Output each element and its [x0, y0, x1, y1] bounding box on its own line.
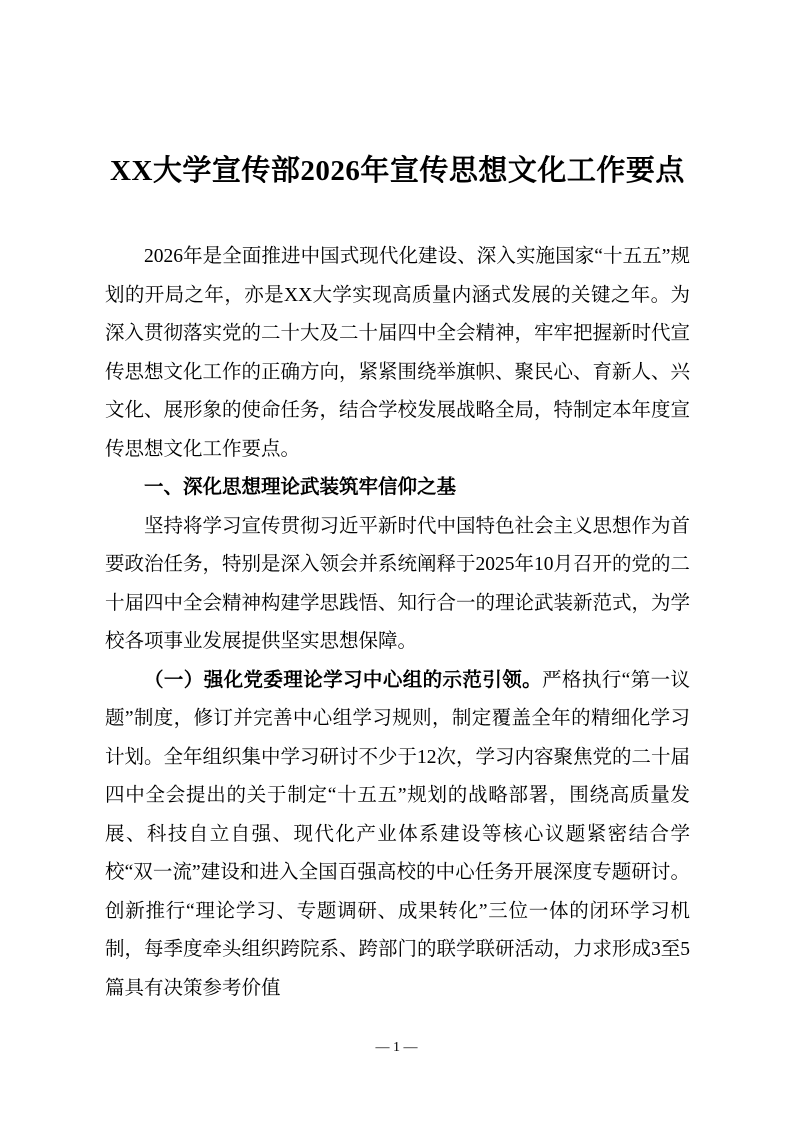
- page-number: — 1 —: [375, 1040, 418, 1055]
- paragraph-item-one-text: 严格执行“第一议题”制度，修订并完善中心组学习规则，制定覆盖全年的精细化学习计划。全年组织集中学习研讨不少于12次，学习内容聚焦党的二十届四中全会提出的关于制定“十五五”规划的战略部署，围绕高质量发展、科技自立自强、现代化产业体系建设等核心议题紧密结合学校“双一流”建设和进入全国百强高校的中心任务开展深度专题研讨。创新推行“理论学习、专题调研、成果转化”三位一体的闭环学习机制，每季度牵头组织跨院系、跨部门的联学联研活动，力求形成3至5篇具有决策参考价值: [105, 669, 691, 999]
- paragraph-item-one: [105, 662, 690, 1009]
- paragraph-item-one-lead: （一）强化党委理论学习中心组的示范引领。: [144, 669, 543, 691]
- paragraph-theory-arming: 坚持将学习宣传贯彻习近平新时代中国特色社会主义思想作为首要政治任务，特别是深入领会并系统阐释于2025年10月召开的党的二十届四中全会精神构建学思践悟、知行合一的理论武装新范式，为学校各项事业发展提供坚实思想保障。: [105, 515, 691, 652]
- document-title: XX大学宣传部2026年宣传思想文化工作要点: [110, 155, 685, 187]
- section-heading-1: 一、深化思想理论武装筑牢信仰之基: [144, 477, 457, 498]
- paragraph-introduction: 2026年是全面推进中国式现代化建设、深入实施国家“十五五”规划的开局之年，亦是XX大学实现高质量内涵式发展的关键之年。为深入贯彻落实党的二十大及二十届四中全会精神，牢牢把握新时代宣传思想文化工作的正确方向，紧紧围绕举旗帜、聚民心、育新人、兴文化、展形象的使命任务，结合学校发展战略全局，特制定本年度宣传思想文化工作要点。: [105, 246, 691, 460]
- document-body: [105, 238, 690, 1008]
